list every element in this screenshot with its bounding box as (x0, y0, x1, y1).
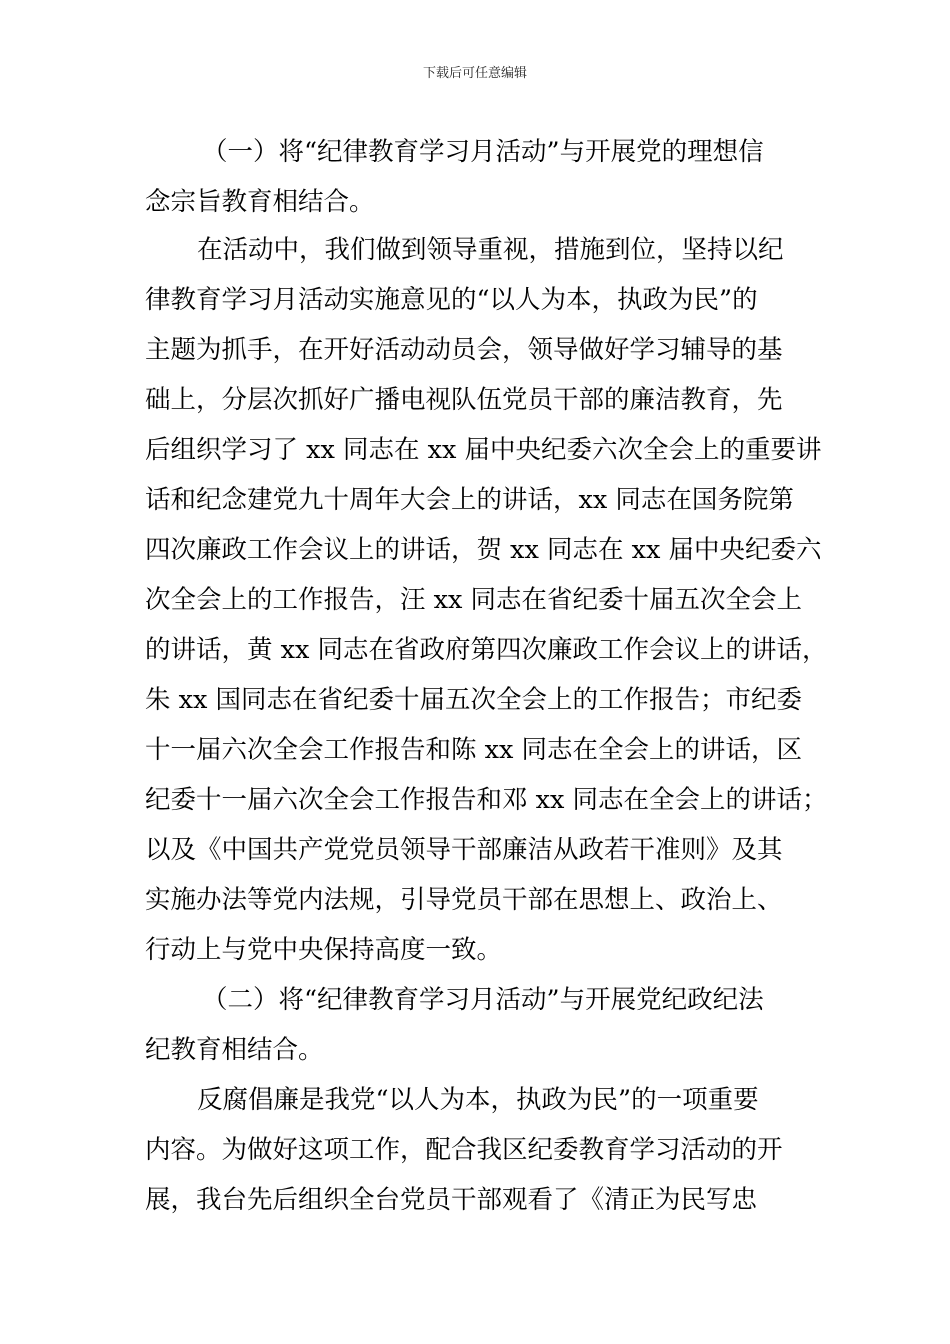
text-line: 在活动中，我们做到领导重视，措施到位，坚持以纪 (197, 235, 784, 265)
text-line: 四次廉政工作会议上的讲话，贺 xx 同志在 xx 届中央纪委六 (145, 535, 822, 565)
text-line: 主题为抓手，在开好活动动员会，领导做好学习辅导的基 (145, 335, 783, 365)
text-line: 反腐倡廉是我党“以人为本，执政为民”的一项重要 (197, 1085, 759, 1115)
text-line: 律教育学习月活动实施意见的“以人为本，执政为民”的 (145, 285, 758, 315)
text-line: 展，我台先后组织全台党员干部观看了《清正为民写忠 (145, 1185, 758, 1215)
text-line: （二）将“纪律教育学习月活动”与开展党纪政纪法 (202, 985, 764, 1015)
text-line: 后组织学习了 xx 同志在 xx 届中央纪委六次全会上的重要讲 (145, 435, 822, 465)
text-line: 纪委十一届六次全会工作报告和邓 xx 同志在全会上的讲话； (145, 785, 828, 815)
text-line: 以及《中国共产党党员领导干部廉洁从政若干准则》及其 (145, 835, 783, 865)
text-line: 纪教育相结合。 (145, 1035, 324, 1065)
text-line: （一）将“纪律教育学习月活动”与开展党的理想信 (202, 137, 764, 167)
text-line: 次全会上的工作报告，汪 xx 同志在省纪委十届五次全会上 (145, 585, 802, 615)
text-line: 实施办法等党内法规，引导党员干部在思想上、政治上、 (145, 885, 783, 915)
text-line: 朱 xx 国同志在省纪委十届五次全会上的工作报告；市纪委 (145, 685, 802, 715)
text-line: 内容。为做好这项工作，配合我区纪委教育学习活动的开 (145, 1135, 783, 1165)
text-line: 念宗旨教育相结合。 (145, 187, 375, 217)
text-line: 十一届六次全会工作报告和陈 xx 同志在全会上的讲话，区 (145, 735, 802, 765)
text-line: 的讲话，黄 xx 同志在省政府第四次廉政工作会议上的讲话， (145, 635, 828, 665)
text-line: 话和纪念建党九十周年大会上的讲话，xx 同志在国务院第 (145, 485, 794, 515)
page-header-note: 下载后可任意编辑 (422, 66, 527, 81)
text-line: 行动上与党中央保持高度一致。 (145, 935, 503, 965)
text-line: 础上，分层次抓好广播电视队伍党员干部的廉洁教育，先 (145, 385, 783, 415)
